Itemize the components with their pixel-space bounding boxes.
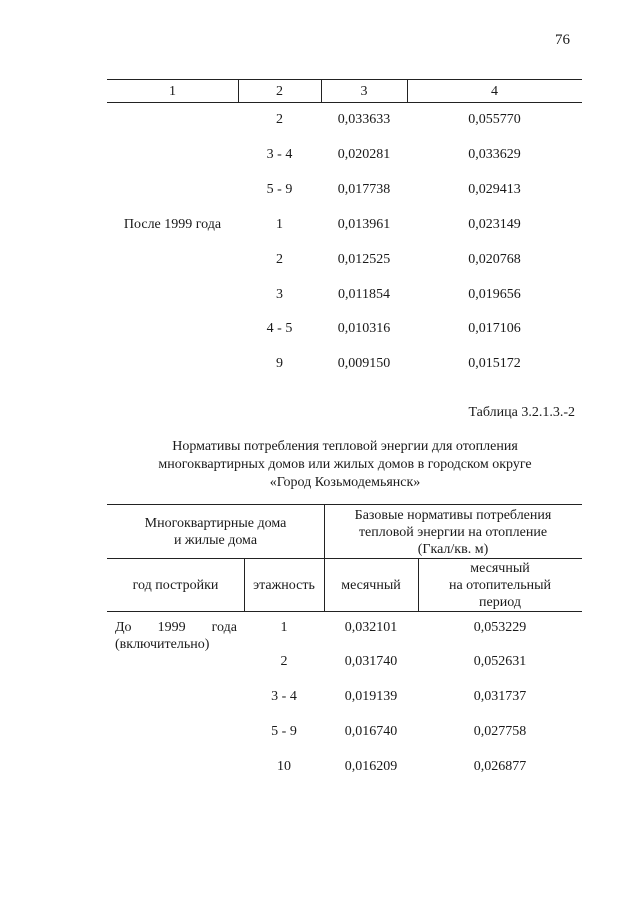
monthly-cell: 0,033633 [337, 112, 391, 127]
table2-header-rule [107, 558, 582, 559]
monthly-cell: 0,013961 [337, 217, 391, 232]
table2-group-label-line2: (включительно) [115, 637, 210, 652]
floors-cell: 5 - 9 [271, 724, 297, 739]
heating-period-cell: 0,031737 [473, 689, 527, 704]
heating-period-cell: 0,023149 [468, 217, 521, 232]
monthly-cell: 0,010316 [337, 321, 391, 336]
monthly-cell: 0,016209 [344, 759, 398, 774]
table1-top-rule [107, 79, 582, 80]
monthly-cell: 0,011854 [338, 287, 390, 302]
heating-period-cell: 0,029413 [468, 182, 521, 197]
floors-cell: 2 [276, 252, 283, 267]
subheader-monthly: месячный [341, 578, 401, 593]
monthly-cell: 0,032101 [344, 620, 398, 635]
monthly-cell: 0,020281 [337, 147, 391, 162]
floors-cell: 2 [280, 654, 288, 669]
table-caption: Таблица 3.2.1.3.-2 [468, 405, 575, 420]
table-title [100, 438, 590, 492]
floors-cell: 10 [277, 759, 291, 774]
heating-period-cell: 0,019656 [468, 287, 521, 302]
subheader-heating-period: месячный на отопительный период [448, 561, 552, 610]
floors-cell: 4 - 5 [266, 321, 293, 336]
table1-header-col3: 3 [360, 84, 368, 99]
floors-cell: 3 - 4 [266, 147, 293, 162]
header-base-norms: Базовые нормативы потребления тепловой энергии на отопление (Гкал/кв. м) [354, 508, 552, 557]
subheader-floors: этажность [253, 578, 315, 593]
monthly-cell: 0,017738 [337, 182, 391, 197]
monthly-cell: 0,012525 [337, 252, 391, 267]
heating-period-cell: 0,027758 [473, 724, 527, 739]
heating-period-cell: 0,053229 [473, 620, 527, 635]
table1-header-col2: 2 [276, 84, 283, 99]
subheader-year: год постройки [132, 578, 219, 593]
floors-cell: 1 [276, 217, 283, 232]
floors-cell: 3 - 4 [271, 689, 297, 704]
table-title-line: многоквартирных домов или жилых домов в городском округе [158, 457, 532, 472]
floors-cell: 1 [280, 620, 288, 635]
table2-top-rule [107, 504, 582, 505]
heating-period-cell: 0,033629 [468, 147, 521, 162]
heating-period-cell: 0,017106 [468, 321, 521, 336]
heating-period-cell: 0,026877 [473, 759, 527, 774]
monthly-cell: 0,019139 [344, 689, 398, 704]
floors-cell: 2 [276, 112, 283, 127]
table1-group-label: После 1999 года [123, 217, 222, 232]
table1-header-col4: 4 [491, 84, 498, 99]
heating-period-cell: 0,052631 [473, 654, 527, 669]
table2-group-label: До 1999 года [115, 620, 237, 635]
header-buildings: Многоквартирные дома и жилые дома [144, 516, 287, 548]
heating-period-cell: 0,055770 [468, 112, 521, 127]
table2-subheader-rule [107, 611, 582, 612]
monthly-cell: 0,009150 [337, 356, 391, 371]
table1-header-col1: 1 [169, 84, 176, 99]
page-number: 76 [555, 32, 570, 48]
floors-cell: 9 [276, 356, 283, 371]
table-title-line: «Город Козьмодемьянск» [269, 475, 421, 490]
table-title-line: Нормативы потребления тепловой энергии для отопления [172, 439, 518, 454]
heating-period-cell: 0,015172 [468, 356, 521, 371]
heating-period-cell: 0,020768 [468, 252, 521, 267]
monthly-cell: 0,031740 [344, 654, 398, 669]
floors-cell: 5 - 9 [266, 182, 293, 197]
table1-header-rule [107, 102, 582, 103]
floors-cell: 3 [276, 287, 283, 302]
monthly-cell: 0,016740 [344, 724, 398, 739]
